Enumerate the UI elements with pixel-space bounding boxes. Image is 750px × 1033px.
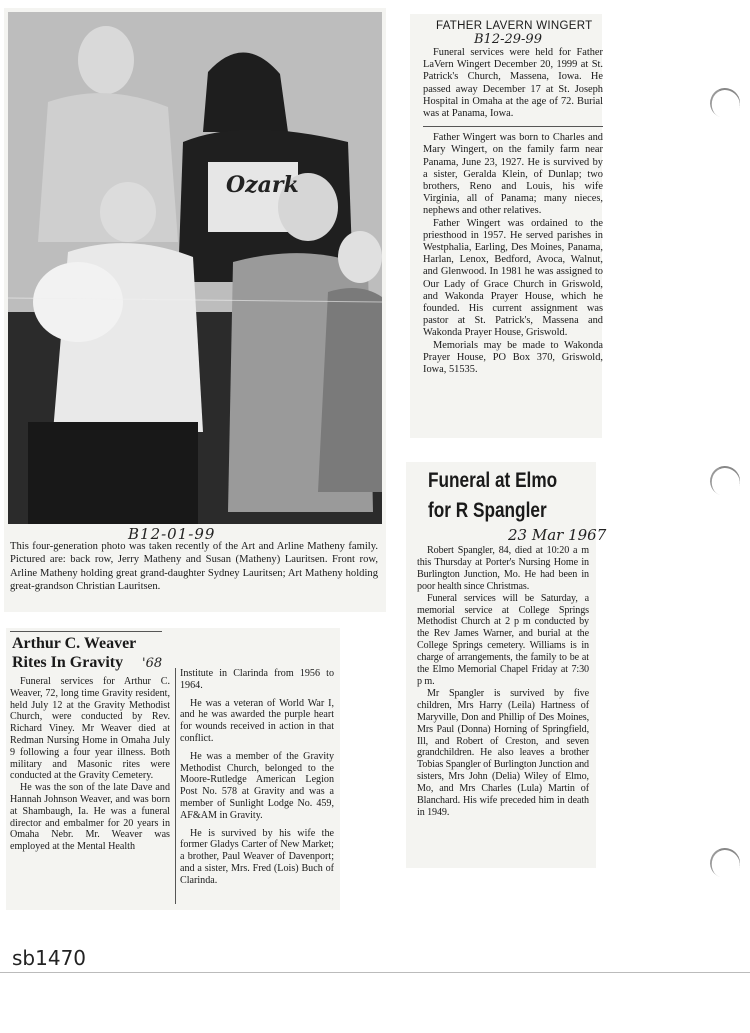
weaver-right-paragraph-3: He was a member of the Gravity Methodist Church, belonged to the Moore-Rutledge American Legion Post No. 578 at Gravity and was a member of Sunlight Lodge No. 459, AF&AM in Gravity. xyxy=(180,750,334,821)
page-bottom-line xyxy=(0,972,750,973)
photo-caption: This four-generation photo was taken recently of the Art and Arline Matheny family. Pictured are: back row, Jerry Matheny and Susan (Matheny) Lauritsen. Front row, Arline Matheny holding great grand-daughter Sydney Lauritsen; Art Matheny holding great-grandson Christian Lauritsen. xyxy=(10,541,378,593)
wingert-date-note: B12-29-99 xyxy=(474,32,542,47)
page-note: sb1470 xyxy=(12,946,87,970)
wingert-paragraph-1: Funeral services were held for Father LaVern Wingert December 20, 1999 at St. Patrick's Church, Massena, Iowa. He passed away December 17 at St. Joseph Hospital in Omaha at the age of 72. Burial was at Panama, Iowa. xyxy=(423,47,603,120)
binder-hole-bottom xyxy=(706,844,744,882)
weaver-headline xyxy=(12,634,136,672)
spangler-headline xyxy=(428,466,557,526)
weaver-right-paragraph-4: He is survived by his wife the former Gladys Carter of New Market; a brother, Paul Weaver of Davenport; and a sister, Mrs. Fred (Lois) Buch of Clarinda. xyxy=(180,827,334,886)
binder-hole-middle xyxy=(706,462,744,500)
wingert-title: FATHER LAVERN WINGERT xyxy=(436,20,593,32)
family-photo xyxy=(8,12,382,524)
weaver-left-column xyxy=(10,676,170,853)
shirt-text: Ozark xyxy=(226,172,299,198)
weaver-column-divider xyxy=(175,668,176,904)
spangler-headline-line1: Funeral at Elmo xyxy=(428,469,558,492)
weaver-left-paragraph-1: Funeral services for Arthur C. Weaver, 72, long time Gravity resident, held July 12 at the Gravity Methodist Church, were conducted by Rev. Richard Viney. Mr Weaver died at Redman Nursing Home in Omaha July 9 following a four year illness. Both military and Masonic rites were conducted at the Gravity Cemetery. xyxy=(10,676,170,782)
weaver-right-paragraph-1: Institute in Clarinda from 1956 to 1964. xyxy=(180,668,334,691)
wingert-divider xyxy=(423,126,603,127)
weaver-headline-line2: Rites In Gravity xyxy=(12,654,124,671)
binder-hole-top xyxy=(706,84,744,122)
spangler-date-note: 23 Mar 1967 xyxy=(508,526,607,544)
wingert-text xyxy=(423,47,603,376)
spangler-paragraph-1: Robert Spangler, 84, died at 10:20 a m this Thursday at Porter's Nursing Home in Burlington Junction, Mo. He had been in poor health since Christmas. xyxy=(417,545,589,592)
weaver-top-rule xyxy=(10,631,162,632)
wingert-paragraph-2: Father Wingert was born to Charles and Mary Wingert, on the family farm near Panama, June 23, 1927. He is survived by a sister, Geralda Klein, of Dunlap; two brothers, Reno and Louis, his wife Virginia, all of Panama; many nieces, nephews and other relatives. xyxy=(423,132,603,217)
family-photo-illustration xyxy=(8,12,382,524)
spangler-paragraph-2: Funeral services will be Saturday, a memorial service at College Springs Methodist Church at 2 p m conducted by the Rev James Warner, and burial at the College Springs cemetery. Williams is in charge of arrangements, the family to be at the Elmo Memorial Chapel Friday at 7:30 p m. xyxy=(417,592,589,687)
wingert-paragraph-3: Father Wingert was ordained to the priesthood in 1957. He served parishes in Westphalia, Earling, Des Moines, Panama, Harlan, Lenox, Bedford, Avoca, Walnut, and Glenwood. In 1981 he was assigned to Our Lady of Grace Church in Griswold, and Wakonda Prayer House, which he founded. His current assignment was pastor at St. Patrick's, Massena and Wakonda Prayer House, Griswold. xyxy=(423,217,603,339)
weaver-headline-line1: Arthur C. Weaver xyxy=(12,635,137,652)
weaver-right-column xyxy=(180,668,334,887)
spangler-headline-line2: for R Spangler xyxy=(428,499,547,522)
wingert-paragraph-4: Memorials may be made to Wakonda Prayer House, PO Box 370, Griswold, Iowa, 51535. xyxy=(423,339,603,376)
weaver-date-note: '68 xyxy=(142,656,163,671)
spangler-paragraph-3: Mr Spangler is survived by five children, Mrs Harry (Leila) Hartness of Maryville, Don and Phillip of Des Moines, Mrs Paul (Donna) Horning of Springfield, Ill, and Robert of Creston, and seven grandchildren. He also leaves a brother Tobias Spangler of Burlington Junction and sisters, Mrs John (Delia) Wiley of Elmo, Mo, and Mrs Charles (Lula) Martin of Blanchard. His wife preceded him in death in 1949. xyxy=(417,687,589,818)
weaver-right-paragraph-2: He was a veteran of World War I, and he was awarded the purple heart for wounds received in action in that conflict. xyxy=(180,697,334,744)
weaver-left-paragraph-2: He was the son of the late Dave and Hannah Johnson Weaver, and was born at Shambaugh, Ia. He was a funeral director and embalmer for 20 years in Omaha Nebr. Mr. Weaver was employed at the Mental Health xyxy=(10,782,170,853)
photo-date-note: B12-01-99 xyxy=(128,525,216,543)
spangler-text xyxy=(417,545,589,819)
